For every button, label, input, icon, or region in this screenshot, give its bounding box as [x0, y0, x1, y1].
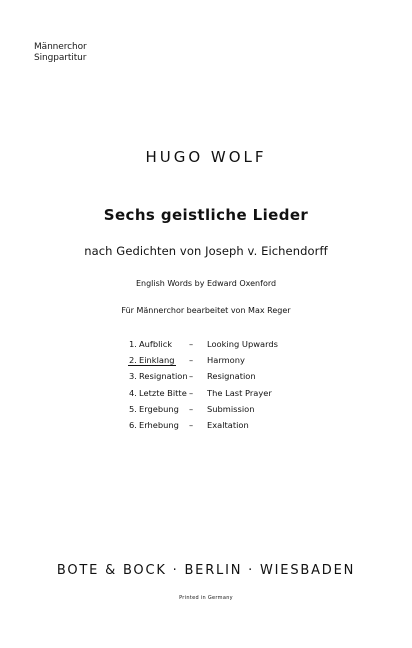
printed-in-note: Printed in Germany [179, 595, 233, 601]
song-title-english: The Last Prayer [207, 387, 272, 398]
song-title-english: Submission [207, 403, 255, 414]
song-title-german: Letzte Bitte [139, 387, 187, 398]
song-number: 4. [129, 387, 137, 398]
edition-line-2: Singpartitur [34, 53, 87, 63]
song-title-german: Ergebung [139, 403, 179, 414]
publisher-imprint: BOTE & BOCK · BERLIN · WIESBADEN [56, 563, 356, 578]
song-separator: – [189, 355, 194, 366]
english-words-credit: English Words by Edward Oxenford [135, 279, 277, 288]
edition-label [34, 42, 87, 64]
edition-line-1: Männerchor [34, 42, 87, 52]
song-title-english: Harmony [207, 355, 245, 366]
song-separator: – [189, 387, 194, 398]
composer-name: HUGO WOLF [145, 148, 267, 166]
song-number: 6. [129, 419, 137, 430]
song-separator: – [189, 403, 194, 414]
song-separator: – [189, 371, 194, 382]
song-number: 5. [129, 403, 137, 414]
song-separator: – [189, 339, 194, 349]
work-subtitle: nach Gedichten von Joseph v. Eichendorff [84, 244, 328, 258]
song-title-german: Resignation [139, 371, 188, 382]
song-title-german: Einklang [139, 355, 175, 366]
song-separator: – [189, 419, 194, 430]
song-number: 3. [129, 371, 137, 382]
song-title-english: Looking Upwards [207, 339, 278, 349]
song-number: 2. [129, 355, 137, 366]
song-title-english: Resignation [207, 371, 256, 382]
song-title-german: Erhebung [139, 419, 179, 430]
song-number: 1. [129, 339, 137, 349]
arrangement-credit: Für Männerchor bearbeitet von Max Reger [121, 306, 291, 315]
song-title-german: Aufblick [139, 339, 173, 349]
song-title-english: Exaltation [207, 419, 249, 430]
work-title: Sechs geistliche Lieder [103, 206, 309, 224]
